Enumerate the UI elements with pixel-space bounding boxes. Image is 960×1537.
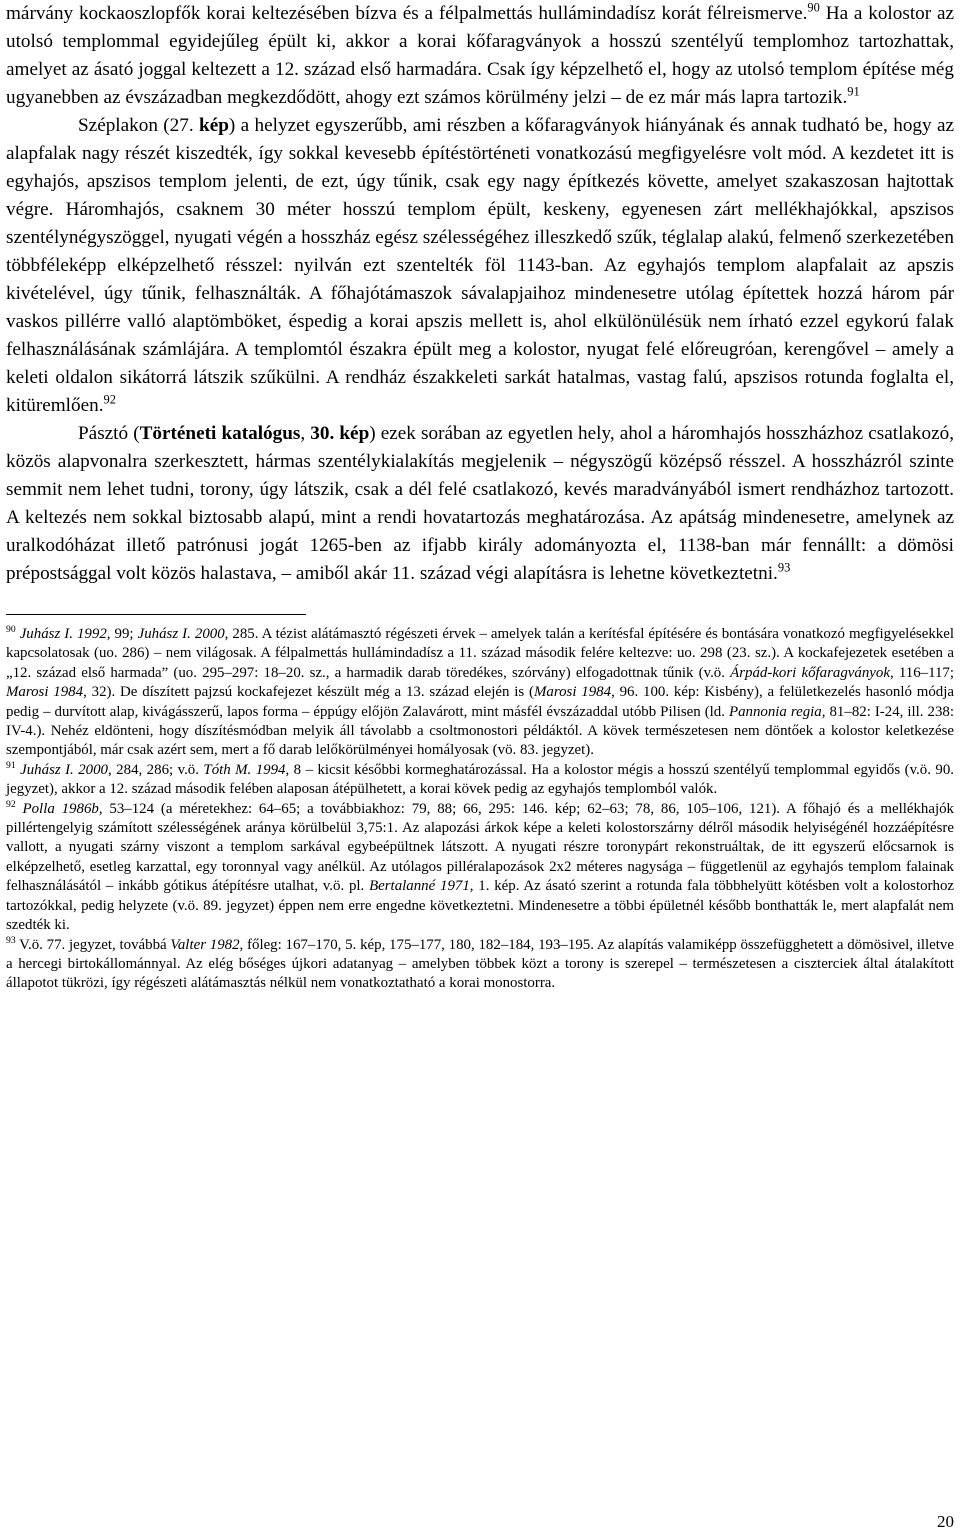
paragraph-2 — [6, 112, 954, 420]
footnotes — [6, 625, 954, 994]
text-run: , 99; — [106, 626, 138, 642]
italic-citation: Polla 1986b — [22, 800, 99, 817]
italic-citation: Árpád-kori kőfaragványok — [730, 664, 890, 681]
italic-citation: Tóth M. 1994 — [203, 761, 286, 778]
footnote-90 — [6, 625, 954, 761]
bold-text: kép — [199, 115, 229, 136]
text-run: , 32). De díszített pajzsú kockafejezet készült még a 13. század elején is ( — [83, 684, 534, 701]
text-run: , 284, 286; v.ö. — [108, 761, 204, 778]
italic-citation: Juhász I. 1992 — [19, 626, 107, 642]
footnote-93 — [6, 936, 954, 994]
text-run: , 116–117; — [889, 664, 954, 681]
footnote-marker: 91 — [847, 84, 860, 99]
footnote-marker: 93 — [777, 560, 791, 575]
text-run: V.ö. 77. jegyzet, továbbá — [15, 936, 171, 953]
footnote-separator — [6, 614, 306, 615]
paragraph-1 — [6, 0, 954, 112]
text-run: , 1. kép. Az ásató szerint a rotunda fala többhelyütt kötésben volt a kolostorhoz tartozókkal, pedig helyzete (v.ö. 89. jegyzet) éppen nem erre engedne következtetni. Mindenesetre a többi épületnél később bonthatták le, mert alapfalát nem szedték ki. — [6, 878, 955, 934]
italic-citation: Pannonia regia — [728, 703, 822, 720]
italic-citation: Marosi 1984 — [533, 684, 612, 701]
paragraph-3 — [6, 420, 954, 588]
text-run: , 81–82: I-24, ill. 238: IV-4.). Nehéz eldönteni, hogy díszítésmódban melyik áll távolabb a csoltmonostori példáktól. A kövek természetesen nem döntőek a kolostor keletkezése szempontjából, már csak azért sem, mert a fő darab lelőkörülményei homályosak (vö. 83. jegyzet). — [6, 703, 954, 759]
document-page — [6, 0, 954, 994]
italic-citation: Juhász I. 2000 — [137, 626, 225, 642]
footnote-91 — [6, 761, 954, 800]
text-run: , főleg: 167–170, 5. kép, 175–177, 180, 182–184, 193–195. Az alapítás valamiképp összefügghetett a dömösivel, illetve a hercegi birtokállománnyal. Az elég bőséges újkori adatanyag – amelyben többek közt a torony is szerepel – természetesen a ciszterciek által átalakított állapotot tükrözi, így régészeti alátámasztás nélkül nem vonatkoztatható a korai monostorra. — [6, 936, 954, 992]
bold-text: Történeti katalógus — [139, 423, 301, 444]
text-run: ) a helyzet egyszerűbb, ami részben a kőfaragványok hiányának és annak tudható be, hogy az alapfalak nagy részét kiszedték, így sokkal kevesebb építéstörténeti vonatkozású megfigyelésre volt mód. A kezdetet itt is egyhajós, apszisos templom jelenti, de ezt, úgy tűnik, csak egy nagy építkezés követte, amelyet szakaszosan hajtottak végre. Háromhajós, csaknem 30 méter hosszú templom épült, keskeny, egyenesen zárt mellékhajókkal, apszisos szentélynégyszöggel, nyugati végén a hosszház egész szélességéhez illeszkedő szűk, téglalap alakú, felmenő szerkezetében többféleképp elképzelhető résszel: nyilván ezt szentelték föl 1143-ban. Az egyhajós templom alapfalait az apszis kivételével, úgy tűnik, felhasználták. A főhajótámaszok sávalapjaihoz mindenesetre utólag építettek hozzá három pár vaskos pillérre valló alaptömböket, éspedig a korai apszis mellett is, ahol elkülönülésük nem írható ezzel egykorú falak felhasználásának számlájára. A templomtól északra épült meg a kolostor, nyugat felé előreugróan, kerengővel – amely a keleti oldalon sikátorrá látszik szűkülni. A rendház északkeleti sarkát hatalmas, vastag falú, apszisos rotunda foglalta el, kitüremlően. — [6, 115, 954, 416]
text-run: Ha a kolostor az utolsó templommal egyidejűleg épült ki, akkor a korai kőfaragványok a hosszú szentélyű templomhoz tartozhattak, amelyet az ásató joggal keltezett a 12. század első harmadára. Csak így képzelhető el, hogy az utolsó templom építése még ugyanebben az évszázadban megkezdődött, ahogy ezt számos körülmény jelzi – de ez már más lapra tartozik. — [6, 3, 954, 108]
footnote-marker: 93 — [6, 934, 16, 946]
bold-text: 30. kép — [310, 423, 370, 444]
italic-citation: Juhász I. 2000 — [20, 761, 109, 778]
text-run: ) ezek sorában az egyetlen hely, ahol a háromhajós hosszházhoz csatlakozó, közös alapvonalra szerkesztett, hármas szentélykialakítás megjelenik – négyszögű középső résszel. A hosszházról szinte semmit nem lehet tudni, torony, úgy látszik, csak a dél felé csatlakozó, kevés maradványából ismert rendházhoz tartozott. A keltezés nem sokkal biztosabb alapú, mint a rendi hovatartozás meghatározása. Az apátság mindenesetre, amelynek az uralkodóházat illető patrónusi jogát 1265-ben az ifjabb király adományozta el, 1138-ban már fennállt: a dömösi prépostsággal volt közös halastava, – amiből akár 11. század végi alapításra is lehetne következtetni. — [6, 423, 955, 584]
italic-citation: Bertalanné 1971 — [369, 878, 470, 895]
text-run: , 53–124 (a méretekhez: 64–65; a továbbiakhoz: 79, 88; 66, 295: 146. kép; 62–63; 78, 86, 105–106, 121). A főhajó és a mellékhajók pillértengelyig számított szélességének aránya körülbelül 3,75:1. Az alapozási árkok képe a keleti kolostorszárny délről második helyiségénél hozzáépítésre vallott, a nyugati szárny viszont a templom sarkával egybeépültnek látszott. A nyugati részre toronypárt rekonstruáltak, de itt egyszerű előcsarnok is elképzelhető, esetleg karzattal, egy toronnyal vagy anélkül. Az utólagos pilléralapozások 2x2 méteres nagysága – függetlenül az egyhajós templom falainak felhasználásától – inkább gótikus átépítésre utalhat, v.ö. pl. — [6, 800, 954, 895]
text-run: , 8 – kicsit későbbi kormeghatározással. Ha a kolostor mégis a hosszú szentélyű templommal egyidős (v.ö. 90. jegyzet), akkor a 12. század második felében alaposan átépülhetett, a korai kövek pedig az egyhajós templomból valók. — [6, 761, 954, 798]
italic-citation: Marosi 1984 — [6, 684, 84, 701]
text-run: Pásztó ( — [78, 423, 140, 444]
italic-citation: Valter 1982 — [170, 936, 240, 953]
footnote-marker: 90 — [6, 624, 16, 636]
footnote-marker: 91 — [6, 760, 16, 772]
text-run: , 96. 100. kép: Kisbény), a felületkezelés hasonló módja pedig – durvított alap, kivágásszerű, lapos forma – éppúgy előjön Zalavárott, mint másfél évszázaddal utóbb Pilisen (ld. — [6, 684, 954, 720]
text-run: Széplakon (27. — [78, 115, 200, 136]
footnote-marker: 92 — [103, 392, 116, 407]
footnote-marker: 90 — [807, 0, 820, 15]
text-run: , 285. A tézist alátámasztó régészeti érvek – amelyek talán a kerítésfal építésére és bontására vonatkozó megfigyelésekkel kapcsolatosak (uo. 286) – nem világosak. A félpalmettás hullámindadísz a 11. század második felére keltezve: uo. 298 (23. sz.). A kockafejezetek esetében a „12. század első harmada” (uo. 295–297: 18–20. sz., a harmadik darab töredékes, szórvány) elfogadottnak tűnik (v.ö. — [6, 626, 954, 681]
footnote-92 — [6, 800, 954, 936]
text-run: , — [300, 423, 311, 444]
main-text — [6, 0, 954, 588]
text-run: márvány kockaoszlopfők korai keltezésében bízva és a félpalmettás hullámindadísz korát félreismerve. — [6, 3, 808, 24]
footnote-marker: 92 — [6, 798, 16, 810]
text-run — [16, 801, 23, 817]
page-number: 20 — [937, 1512, 954, 1531]
